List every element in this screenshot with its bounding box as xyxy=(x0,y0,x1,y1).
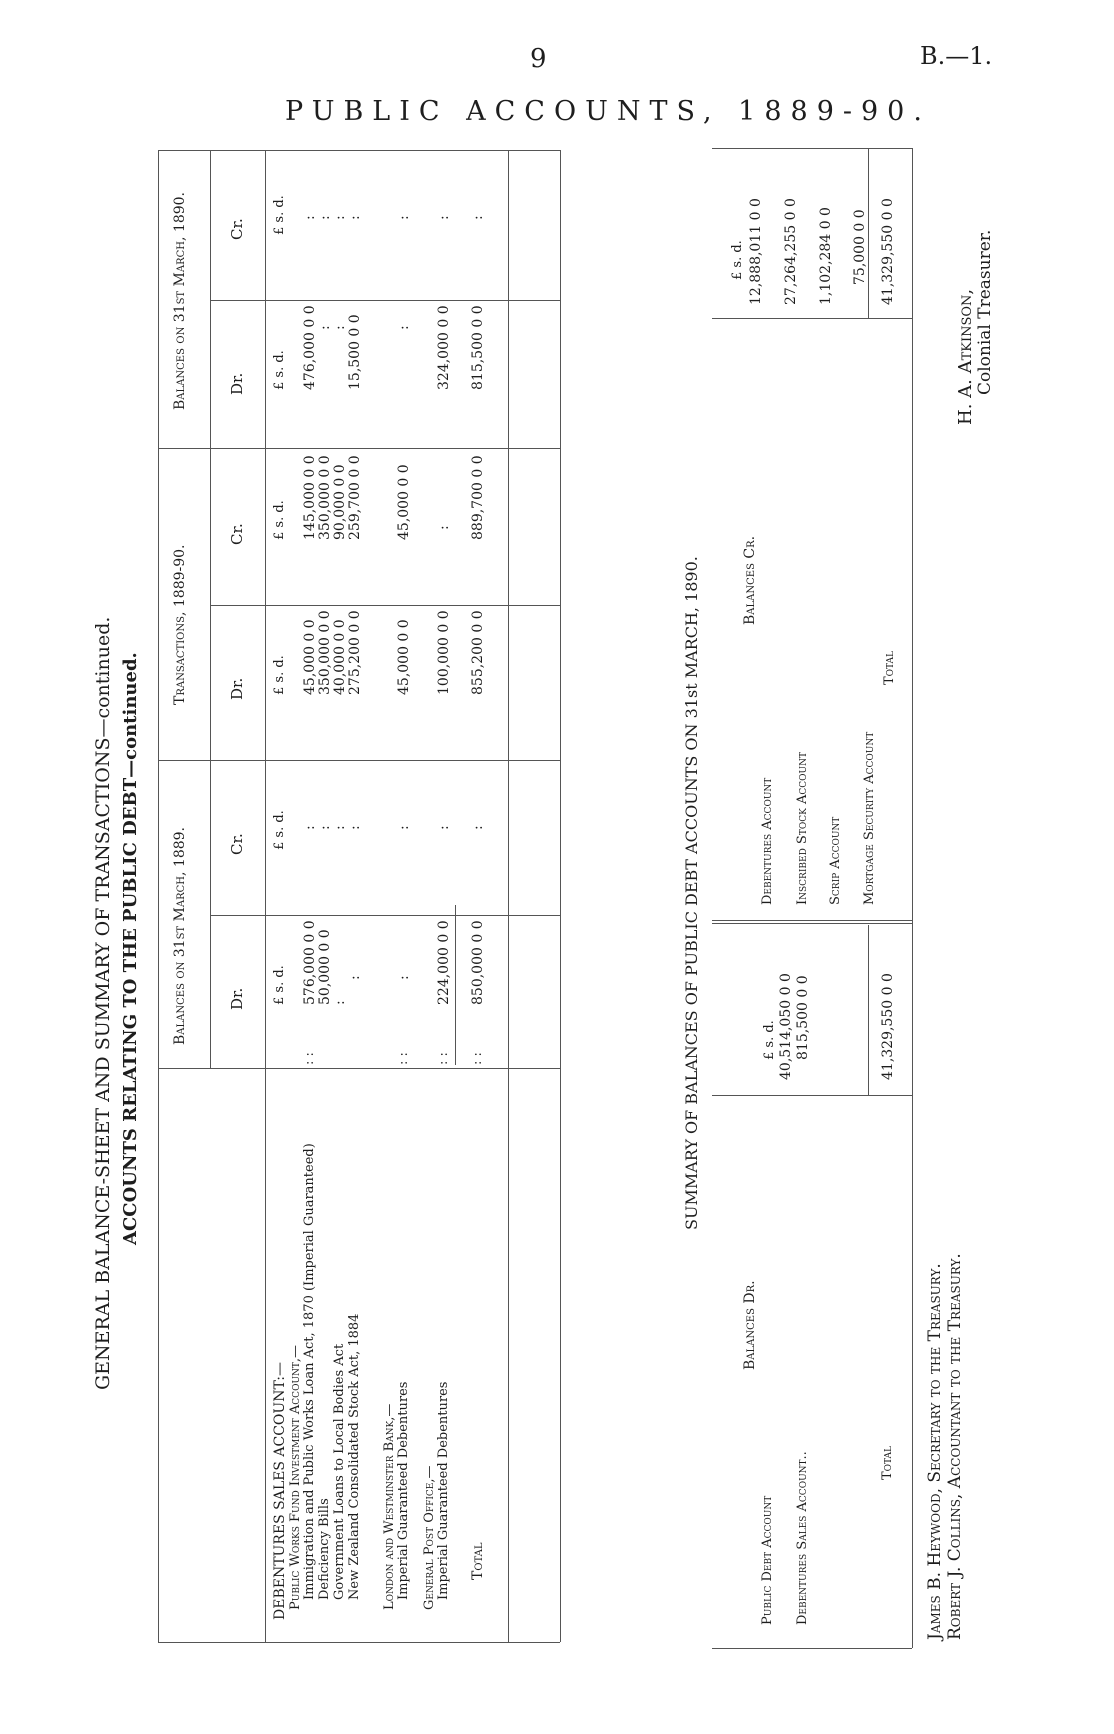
summary-cr-total-value: 41,329,550 0 0 xyxy=(880,198,896,305)
summary-cr-value: 12,888,011 0 0 xyxy=(748,198,764,305)
lsd-label: £ s. d. xyxy=(272,810,287,850)
summary-cr-label: Debentures Account xyxy=(760,777,775,905)
summary-dr-value: 40,514,050 0 0 xyxy=(778,973,794,1080)
summary-cr-label: Scrip Account xyxy=(828,816,843,905)
summary-dr-total-value: 41,329,550 0 0 xyxy=(880,973,896,1080)
cr-label: Cr. xyxy=(228,218,246,240)
summary-divider xyxy=(712,920,912,921)
cell-total-t-cr: 889,700 0 0 xyxy=(470,455,486,540)
lsd-label: £ s. d. xyxy=(272,350,287,390)
dot-leader: : : xyxy=(396,1052,411,1065)
page-title: PUBLIC ACCOUNTS, 1889-90. xyxy=(285,96,931,127)
cell-b89-cr: : xyxy=(396,825,412,830)
summary-dr-total-label: Total xyxy=(880,1445,895,1480)
summary-dr-value: 815,500 0 0 xyxy=(795,975,811,1060)
cell-b90-cr: : xyxy=(396,215,412,220)
row-separator xyxy=(508,150,509,1642)
summary-dr-label: Public Debt Account xyxy=(760,1495,775,1625)
row-label: Immigration and Public Works Loan Act, 1870 (Imperial Guaranteed) xyxy=(302,1143,317,1600)
summary-cr-value: 27,264,255 0 0 xyxy=(783,198,799,305)
summary-heading: SUMMARY OF BALANCES OF PUBLIC DEBT ACCOUNTS ON 31st MARCH, 1890. xyxy=(682,556,701,1230)
summary-cr-value: 75,000 0 0 xyxy=(852,209,868,285)
row-label: Imperial Guaranteed Debentures xyxy=(396,1381,411,1600)
col-group-balances-1889: Balances on 31st March, 1889. xyxy=(172,827,188,1045)
cell-total-b89-dr: 850,000 0 0 xyxy=(470,920,486,1005)
cell-b89-dr: 50,000 0 0 xyxy=(317,929,333,1005)
lsd-label: £ s. d. xyxy=(272,195,287,235)
cell-b89-dr: 224,000 0 0 xyxy=(436,920,452,1005)
col-separator xyxy=(158,448,560,449)
dot-leader: : : xyxy=(470,1052,485,1065)
cell-b89-cr: : xyxy=(302,825,318,830)
cell-b90-cr: : xyxy=(436,215,452,220)
cell-t-dr: 275,200 0 0 xyxy=(347,610,363,695)
page-reference: B.—1. xyxy=(920,42,993,70)
subsection-title: London and Westminster Bank,— xyxy=(382,1403,397,1610)
cell-b89-cr: : xyxy=(436,825,452,830)
lsd-label: £ s. d. xyxy=(272,655,287,695)
cell-b90-cr: : xyxy=(347,215,363,220)
table-border-right xyxy=(560,150,561,1642)
col-group-transactions: Transactions, 1889-90. xyxy=(172,544,188,705)
row-separator xyxy=(265,150,266,1068)
cell-b89-dr: : xyxy=(347,975,363,980)
cell-b90-dr: 15,500 0 0 xyxy=(347,314,363,390)
cell-b90-dr: : xyxy=(396,325,412,330)
summary-border-top xyxy=(712,148,912,149)
cell-b90-cr: : xyxy=(317,215,333,220)
dr-label: Dr. xyxy=(228,372,246,395)
lsd-label: £ s. d. xyxy=(762,1020,777,1060)
cr-label: Cr. xyxy=(228,523,246,545)
section-title: DEBENTURES SALES ACCOUNT:— xyxy=(272,1361,288,1620)
lsd-label: £ s. d. xyxy=(272,965,287,1005)
table-border-top xyxy=(158,150,560,151)
dot-leader: : : xyxy=(436,1052,451,1065)
cell-b89-cr: : xyxy=(332,825,348,830)
row-label: Deficiency Bills xyxy=(317,1498,332,1600)
col-group-balances-1890: Balances on 31st March, 1890. xyxy=(172,192,188,410)
cell-b89-dr: : xyxy=(332,1000,348,1005)
summary-border-right xyxy=(912,148,913,1648)
cell-t-cr: 90,000 0 0 xyxy=(332,464,348,540)
summary-cr-total-label: Total xyxy=(882,650,897,685)
signature-atkinson: H. A. Atkinson, xyxy=(955,288,976,425)
cell-t-cr: 350,000 0 0 xyxy=(317,455,333,540)
balances-dr-title: Balances Dr. xyxy=(742,1280,758,1370)
row-label: New Zealand Consolidated Stock Act, 1884 xyxy=(347,1313,362,1600)
dr-label: Dr. xyxy=(228,987,246,1010)
summary-total-rule xyxy=(868,925,869,1095)
cell-b89-dr: 576,000 0 0 xyxy=(302,920,318,1005)
summary-col-line xyxy=(712,1095,912,1096)
row-label: Imperial Guaranteed Debentures xyxy=(436,1381,451,1600)
cell-t-dr: 100,000 0 0 xyxy=(436,610,452,695)
summary-cr-label: Mortgage Security Account xyxy=(862,731,877,905)
total-label: Total xyxy=(470,1542,486,1580)
cell-t-dr: 40,000 0 0 xyxy=(332,619,348,695)
summary-dr-label: Debentures Sales Account.. xyxy=(795,1451,810,1625)
summary-divider xyxy=(712,923,912,924)
cell-t-dr: 350,000 0 0 xyxy=(317,610,333,695)
dr-label: Dr. xyxy=(228,677,246,700)
cell-t-cr: 45,000 0 0 xyxy=(396,464,412,540)
table-border-bottom xyxy=(158,1642,560,1643)
dot-leader: : : xyxy=(302,1052,317,1065)
cell-b90-cr: : xyxy=(332,215,348,220)
cell-b89-cr: : xyxy=(347,825,363,830)
summary-cr-value: 1,102,284 0 0 xyxy=(818,207,834,305)
summary-cr-label: Inscribed Stock Account xyxy=(795,752,810,905)
row-separator xyxy=(210,150,211,1068)
subsection-title: Public Works Fund Investment Account,— xyxy=(288,1344,303,1610)
table-subheading: ACCOUNTS RELATING TO THE PUBLIC DEBT—continued. xyxy=(120,652,141,1245)
subsection-title: General Post Office,— xyxy=(422,1465,437,1610)
row-label: Government Loans to Local Bodies Act xyxy=(332,1343,347,1600)
cell-t-cr: 145,000 0 0 xyxy=(302,455,318,540)
lsd-label: £ s. d. xyxy=(730,240,745,280)
table-heading: GENERAL BALANCE-SHEET AND SUMMARY OF TRANSACTIONS—continued. xyxy=(92,616,114,1390)
summary-col-line xyxy=(712,318,912,319)
cell-b90-cr: : xyxy=(302,215,318,220)
col-separator xyxy=(158,1068,560,1069)
cell-t-dr: 45,000 0 0 xyxy=(396,619,412,695)
cr-label: Cr. xyxy=(228,833,246,855)
cell-b90-dr: 476,000 0 0 xyxy=(302,305,318,390)
signature-title: Colonial Treasurer. xyxy=(975,229,995,395)
cell-b89-cr: : xyxy=(317,825,333,830)
cell-total-b90-dr: 815,500 0 0 xyxy=(470,305,486,390)
balances-cr-title: Balances Cr. xyxy=(742,535,758,625)
page-number: 9 xyxy=(530,44,547,74)
table-border-left xyxy=(158,150,159,1642)
cell-b90-dr: 324,000 0 0 xyxy=(436,305,452,390)
row-separator xyxy=(265,1068,266,1642)
cell-b89-dr: : xyxy=(396,975,412,980)
signature-heywood: James B. Heywood, Secretary to the Treasury. xyxy=(925,1263,945,1640)
lsd-label: £ s. d. xyxy=(272,500,287,540)
cell-t-cr: : xyxy=(436,525,452,530)
summary-total-rule xyxy=(868,148,869,318)
cell-b90-dr: : xyxy=(332,325,348,330)
col-separator xyxy=(158,760,560,761)
cell-t-dr: 45,000 0 0 xyxy=(302,619,318,695)
cell-total-b89-cr: : xyxy=(470,825,486,830)
total-rule xyxy=(455,905,456,1065)
signature-collins: Robert J. Collins, Accountant to the Treasury. xyxy=(945,1253,965,1640)
cell-b90-dr: : xyxy=(317,325,333,330)
summary-border-bottom xyxy=(712,1648,912,1649)
cell-t-cr: 259,700 0 0 xyxy=(347,455,363,540)
cell-total-t-dr: 855,200 0 0 xyxy=(470,610,486,695)
cell-total-b90-cr: : xyxy=(470,215,486,220)
